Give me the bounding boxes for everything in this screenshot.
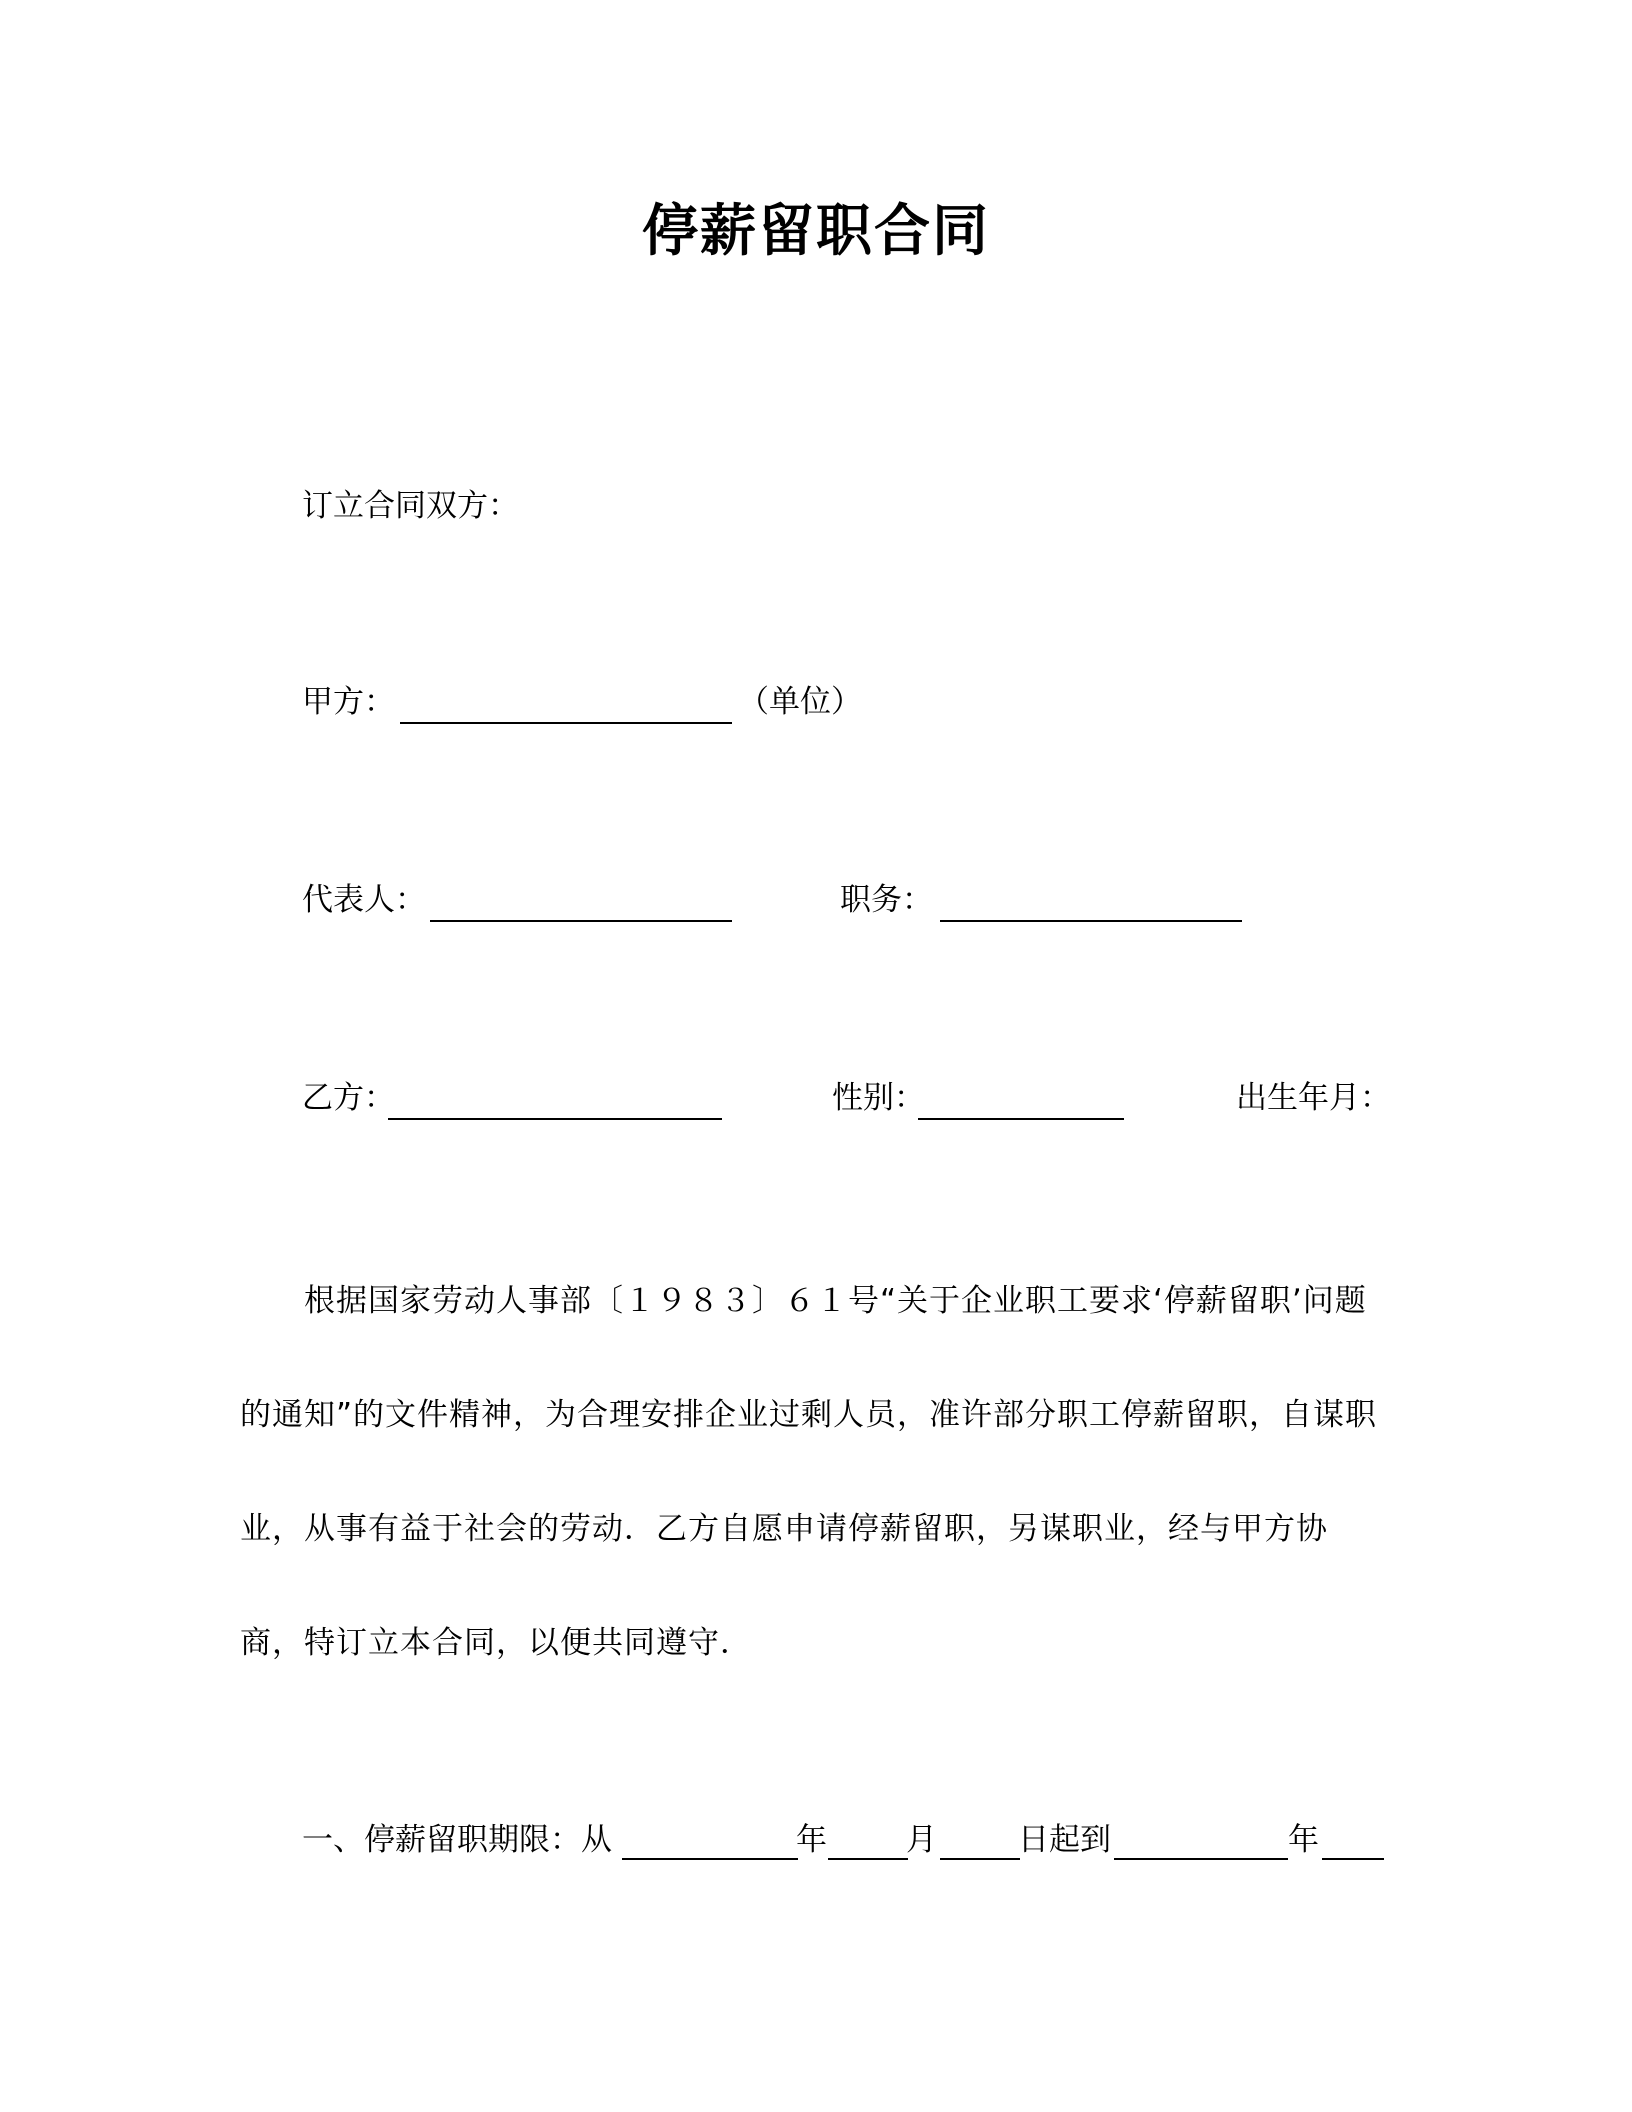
birth-label: 出生年月： <box>1236 1080 1391 1116</box>
parties-heading: 订立合同双方： <box>302 488 519 524</box>
page-title: 停薪留职合同 <box>642 199 990 264</box>
gender-blank[interactable] <box>918 1118 1124 1120</box>
clause1-year1-blank[interactable] <box>622 1858 798 1860</box>
party-b-blank[interactable] <box>388 1118 722 1120</box>
clause1-day1-blank[interactable] <box>940 1858 1020 1860</box>
position-label: 职务： <box>840 882 933 918</box>
representative-blank[interactable] <box>430 920 732 922</box>
clause1-year1-label: 年 <box>796 1822 827 1858</box>
clause1-month1-blank[interactable] <box>828 1858 908 1860</box>
gender-label: 性别： <box>832 1080 925 1116</box>
representative-label: 代表人： <box>302 882 426 918</box>
clause1-label: 一、停薪留职期限：从 <box>302 1822 612 1858</box>
clause1-year2-blank[interactable] <box>1114 1858 1288 1860</box>
party-a-suffix: （单位） <box>738 684 862 720</box>
party-b-label: 乙方： <box>302 1080 395 1116</box>
clause1-month1-label: 月 <box>906 1822 937 1858</box>
clause1-day1-label: 日起到 <box>1018 1822 1111 1858</box>
clause1-year2-label: 年 <box>1288 1822 1319 1858</box>
party-a-blank[interactable] <box>400 722 732 724</box>
position-blank[interactable] <box>940 920 1242 922</box>
clause1-month2-blank[interactable] <box>1322 1858 1384 1860</box>
party-a-label: 甲方： <box>302 684 395 720</box>
preamble-paragraph: 根据国家劳动人事部〔１９８３〕６１号“关于企业职工要求‘停薪留职’问题的通知”的文件精神，为合理安排企业过剩人员，准许部分职工停薪留职，自谋职业，从事有益于社会的劳动．乙方自愿申请停薪留职，另谋职业，经与甲方协商，特订立本合同，以便共同遵守． <box>240 1283 1378 1661</box>
